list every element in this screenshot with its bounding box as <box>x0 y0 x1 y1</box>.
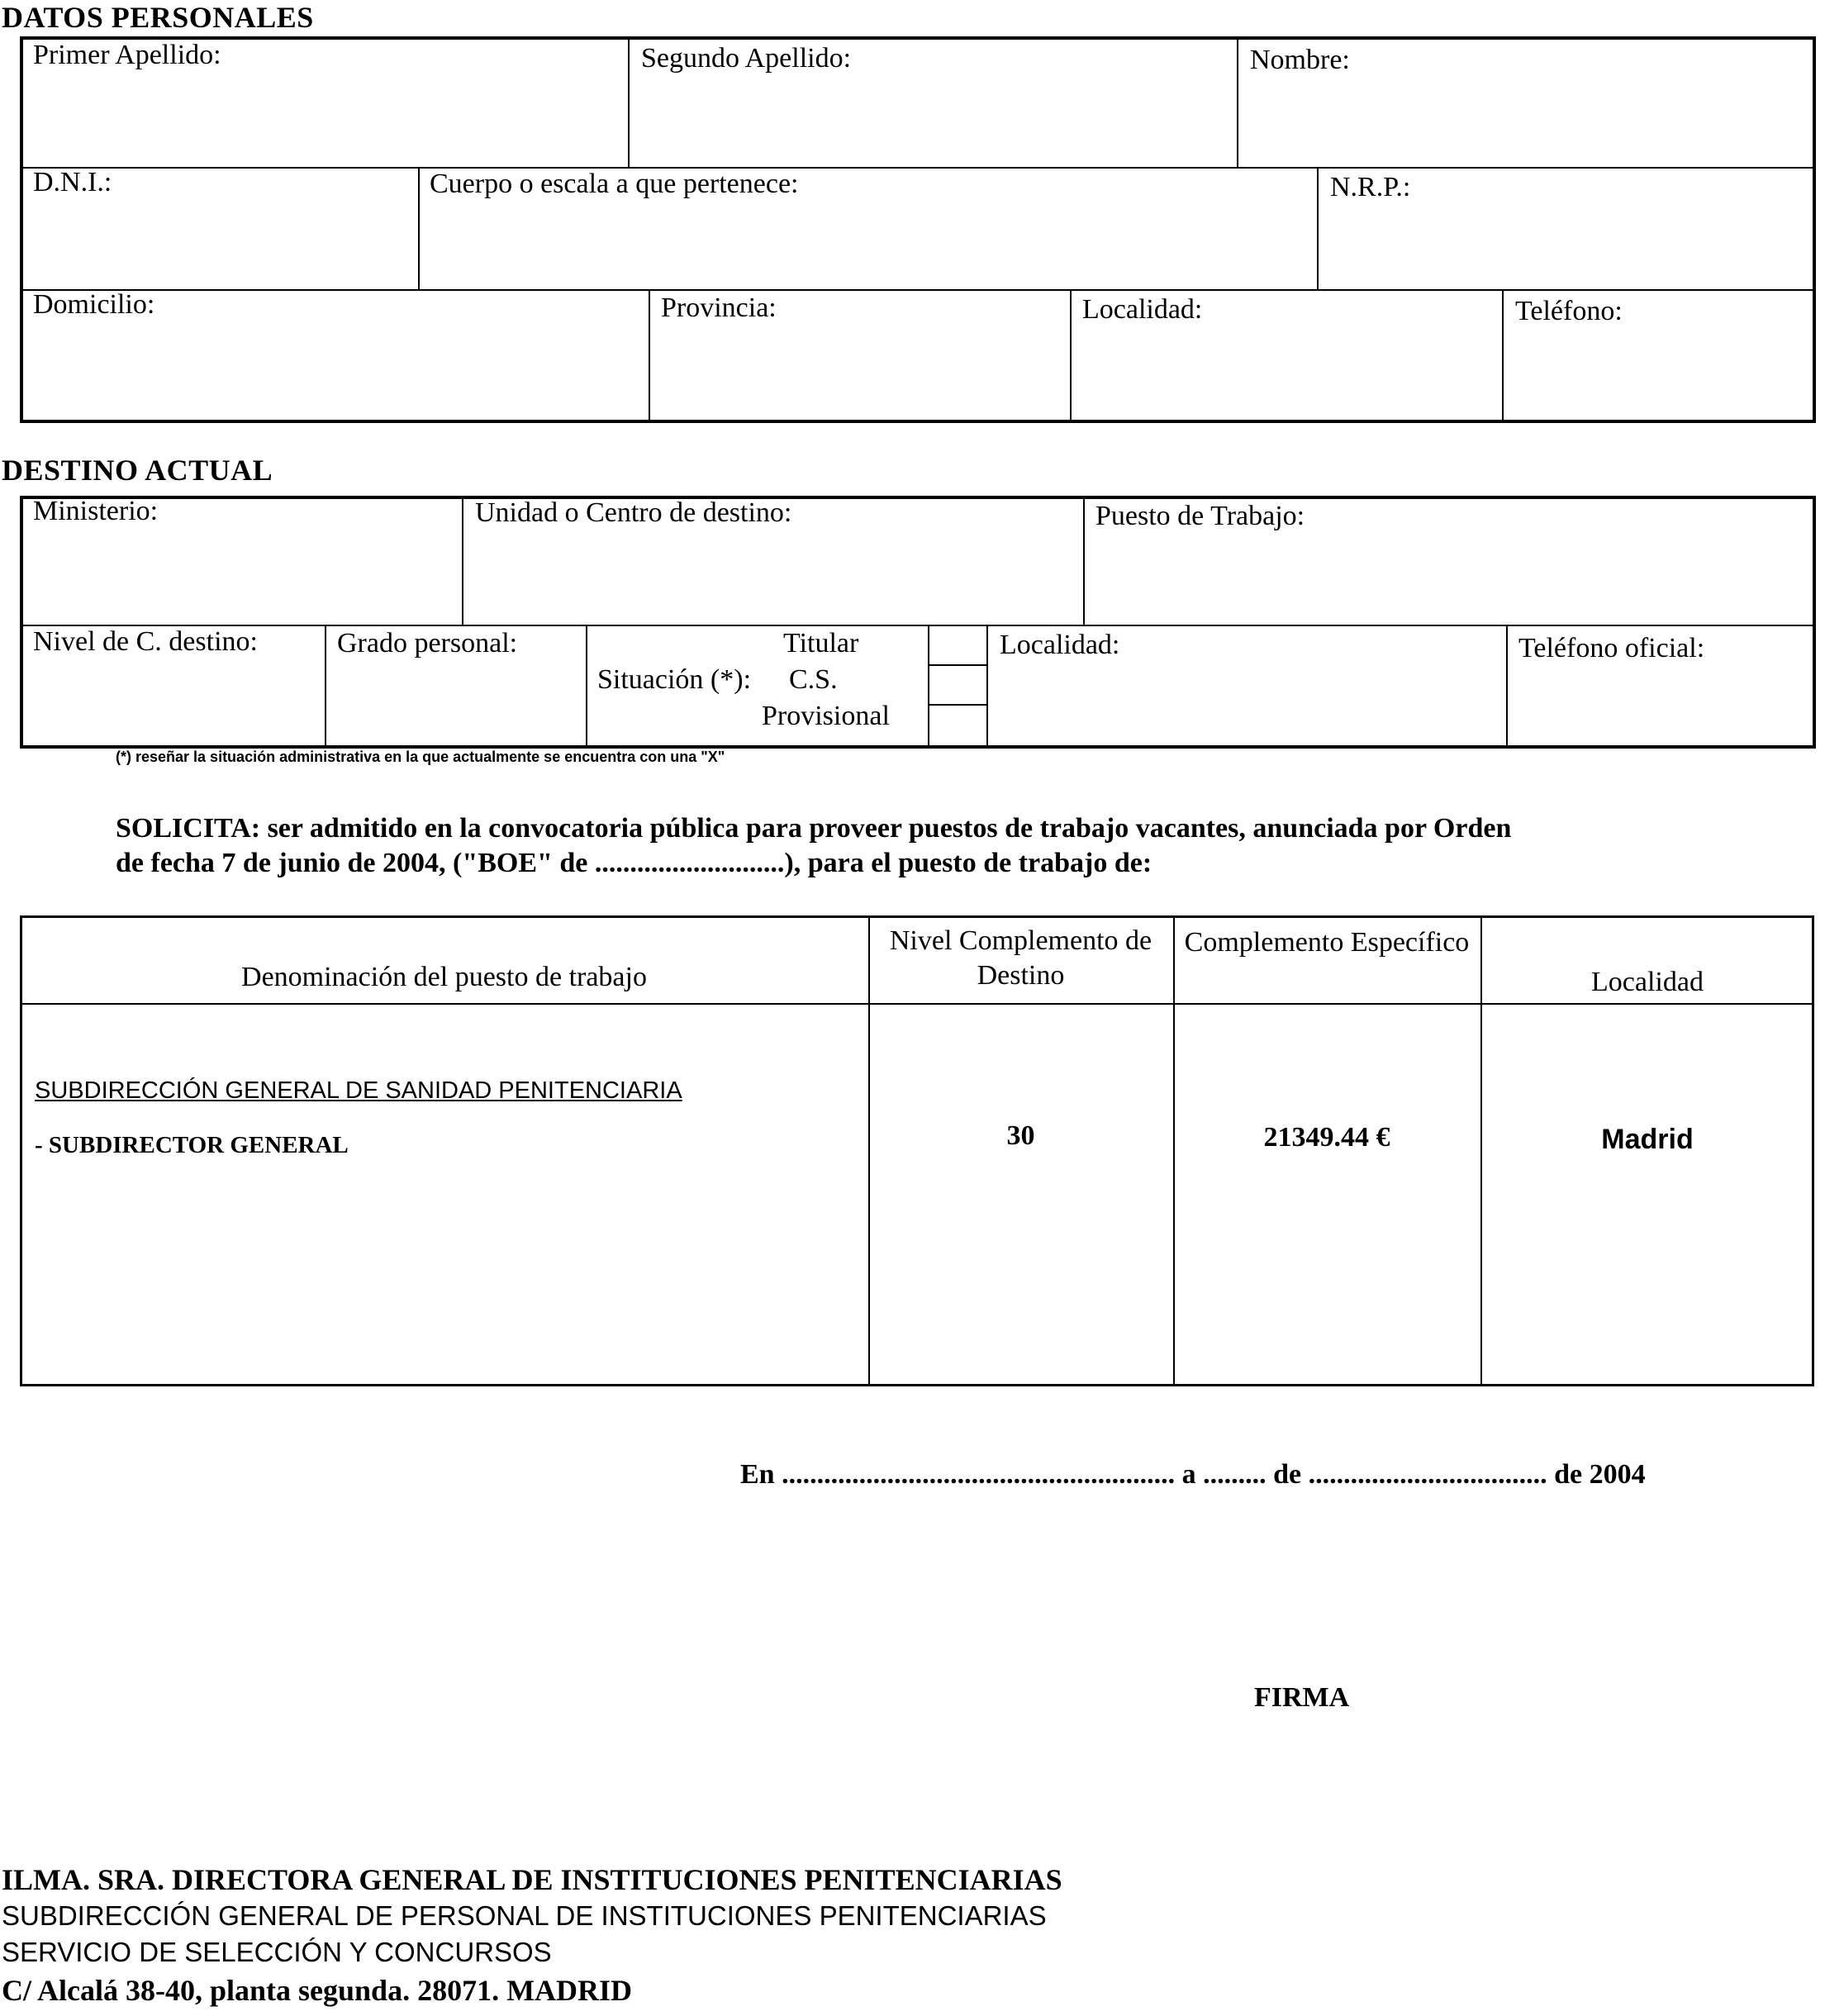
field-domicilio[interactable]: Domicilio: <box>33 289 155 320</box>
header-denominacion: Denominación del puesto de trabajo <box>241 962 647 992</box>
field-nivel-destino[interactable]: Nivel de C. destino: <box>33 626 258 657</box>
solicita-line2: de fecha 7 de junio de 2004, ("BOE" de ...........................), para el puesto de trabajo de: <box>116 848 1152 878</box>
situacion-label: Situación (*): <box>597 664 752 695</box>
divider <box>20 167 1816 169</box>
field-segundo-apellido[interactable]: Segundo Apellido: <box>641 43 852 74</box>
cell-localidad: Madrid <box>1601 1124 1694 1155</box>
field-puesto[interactable]: Puesto de Trabajo: <box>1095 501 1305 531</box>
divider <box>325 625 326 749</box>
destinatario-line1: ILMA. SRA. DIRECTORA GENERAL DE INSTITUCIONES PENITENCIARIAS <box>2 1863 1062 1896</box>
field-grado-personal[interactable]: Grado personal: <box>337 628 518 659</box>
cell-nivel: 30 <box>1006 1120 1035 1151</box>
cell-complemento: 21349.44 € <box>1263 1122 1390 1153</box>
checkbox-provisional[interactable] <box>929 705 986 747</box>
situacion-cs: C.S. <box>789 664 838 695</box>
divider <box>1237 36 1238 167</box>
divider <box>649 289 650 423</box>
field-dni[interactable]: D.N.I.: <box>33 167 112 197</box>
divider <box>1502 289 1504 423</box>
firma-label: FIRMA <box>1254 1682 1350 1713</box>
field-unidad[interactable]: Unidad o Centro de destino: <box>475 497 792 528</box>
datos-personales-box <box>20 36 1816 423</box>
situacion-titular: Titular <box>783 628 859 659</box>
datos-personales-title: DATOS PERSONALES <box>2 1 314 34</box>
field-provincia[interactable]: Provincia: <box>661 292 777 323</box>
field-primer-apellido[interactable]: Primer Apellido: <box>33 40 221 70</box>
divider <box>418 167 420 289</box>
cell-puesto: - SUBDIRECTOR GENERAL <box>35 1132 349 1158</box>
destino-actual-title: DESTINO ACTUAL <box>2 454 273 487</box>
divider <box>1083 496 1085 625</box>
divider <box>1070 289 1072 423</box>
header-complemento: Complemento Específico <box>1184 927 1470 958</box>
divider <box>20 1003 1814 1005</box>
destino-actual-box <box>20 496 1816 749</box>
header-nivel: Nivel Complemento de Destino <box>889 925 1152 991</box>
divider <box>462 496 463 625</box>
divider <box>1506 625 1508 749</box>
divider <box>628 36 630 167</box>
field-ministerio[interactable]: Ministerio: <box>33 496 159 526</box>
destinatario-line2: SUBDIRECCIÓN GENERAL DE PERSONAL DE INSTITUCIONES PENITENCIARIAS <box>2 1900 1047 1931</box>
field-localidad[interactable]: Localidad: <box>1082 294 1203 325</box>
fecha-line[interactable]: En ........................................................ a ......... de .................................. de 2004 <box>740 1459 1646 1490</box>
destinatario-line4: C/ Alcalá 38-40, planta segunda. 28071. MADRID <box>2 1974 633 2007</box>
field-telefono[interactable]: Teléfono: <box>1515 296 1623 326</box>
checkbox-titular[interactable] <box>929 625 986 664</box>
divider <box>586 625 587 749</box>
field-cuerpo[interactable]: Cuerpo o escala a que pertenece: <box>430 169 799 199</box>
divider <box>20 625 1816 626</box>
cell-subdireccion: SUBDIRECCIÓN GENERAL DE SANIDAD PENITENCIARIA <box>35 1077 682 1104</box>
header-localidad: Localidad <box>1591 967 1704 997</box>
footnote: (*) reseñar la situación administrativa en la que actualmente se encuentra con una "X" <box>116 749 725 765</box>
field-nrp[interactable]: N.R.P.: <box>1330 172 1411 202</box>
divider <box>20 289 1816 291</box>
solicita-line1: SOLICITA: ser admitido en la convocatoria pública para proveer puestos de trabajo vacantes, anunciada por Orden <box>116 813 1512 844</box>
situacion-provisional: Provisional <box>762 701 890 731</box>
divider <box>986 625 988 749</box>
checkbox-cs[interactable] <box>929 665 986 704</box>
destinatario-line3: SERVICIO DE SELECCIÓN Y CONCURSOS <box>2 1937 552 1967</box>
field-telefono-oficial[interactable]: Teléfono oficial: <box>1518 633 1705 663</box>
field-nombre[interactable]: Nombre: <box>1250 45 1350 75</box>
field-localidad-destino[interactable]: Localidad: <box>1000 630 1120 660</box>
divider <box>1317 167 1319 289</box>
